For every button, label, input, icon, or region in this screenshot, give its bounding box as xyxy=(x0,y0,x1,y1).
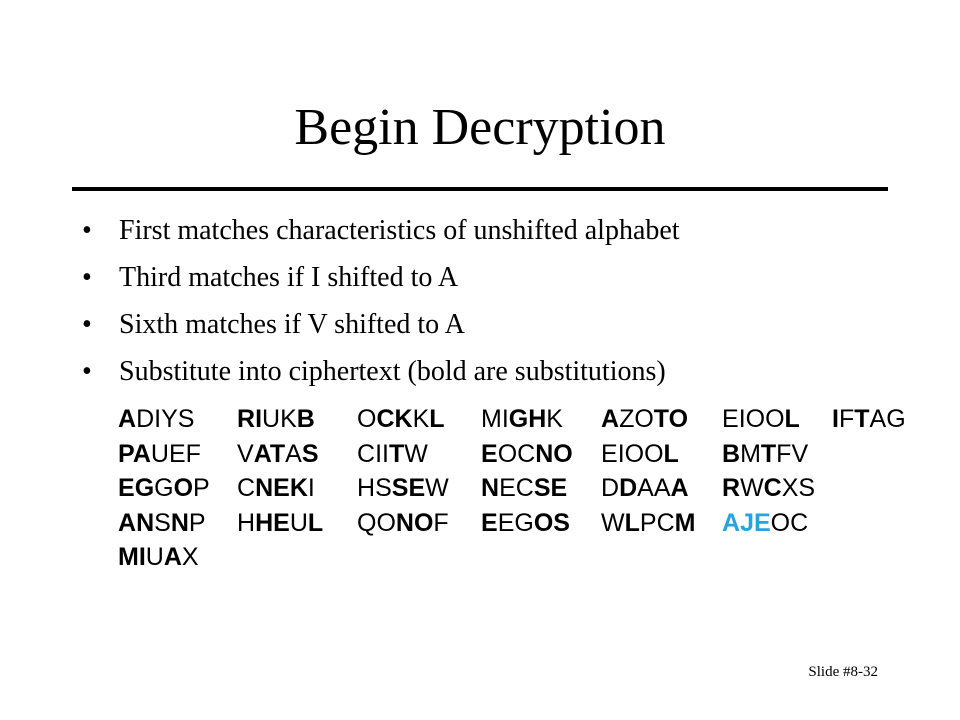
cipher-letter: O xyxy=(357,405,377,433)
substituted-letter: E xyxy=(273,508,290,537)
cipher-letter: S xyxy=(798,474,816,502)
cipher-letter: F xyxy=(433,508,449,537)
cipher-letter: V xyxy=(791,439,809,468)
bullet-text: First matches characteristics of unshifted alphabet xyxy=(119,215,680,246)
bullet-text: Substitute into ciphertext (bold are substitutions) xyxy=(119,356,666,387)
slide-title: Begin Decryption xyxy=(294,99,666,156)
cipher-letter: A xyxy=(285,439,302,468)
ciphertext-group xyxy=(481,471,601,506)
substituted-letter: L xyxy=(663,439,679,468)
substituted-letter: E xyxy=(550,474,568,502)
substituted-letter: E xyxy=(481,439,498,468)
ciphertext-line xyxy=(118,506,908,541)
ciphertext-group xyxy=(118,402,237,437)
cipher-letter: C xyxy=(237,474,256,502)
substituted-letter: G xyxy=(134,474,155,502)
substituted-letter: S xyxy=(533,474,551,502)
substituted-letter: A xyxy=(118,405,137,433)
cipher-letter: C xyxy=(790,508,809,537)
substituted-letter: A xyxy=(722,508,741,537)
substituted-letter: D xyxy=(619,474,638,502)
cipher-letter: W xyxy=(601,508,625,537)
ciphertext-group xyxy=(601,437,722,472)
cipher-letter: I xyxy=(375,439,383,468)
cipher-letter: I xyxy=(501,405,509,433)
substituted-letter: S xyxy=(301,439,319,468)
cipher-letter: W xyxy=(404,439,428,468)
cipher-letter: U xyxy=(145,543,164,571)
cipher-letter: P xyxy=(639,508,657,537)
cipher-letter: D xyxy=(136,405,155,433)
ciphertext-group xyxy=(118,506,237,541)
substituted-letter: K xyxy=(289,474,308,502)
cipher-letter: A xyxy=(869,405,887,433)
cipher-letter: I xyxy=(738,405,746,433)
bullet-marker: • xyxy=(82,262,92,293)
cipher-letter: Z xyxy=(619,405,635,433)
substituted-letter: E xyxy=(753,508,771,537)
cipher-letter: O xyxy=(745,405,766,433)
cipher-letter: E xyxy=(168,439,186,468)
ciphertext-group xyxy=(118,471,237,506)
substituted-letter: C xyxy=(763,474,782,502)
cipher-letter: W xyxy=(740,474,764,502)
substituted-letter: A xyxy=(601,405,620,433)
substituted-letter: H xyxy=(255,508,274,537)
substituted-letter: S xyxy=(391,474,409,502)
ciphertext-group xyxy=(832,402,906,437)
substituted-letter: N xyxy=(481,474,500,502)
substituted-letter: S xyxy=(553,508,570,537)
cipher-letter: Q xyxy=(357,508,377,537)
cipher-letter: M xyxy=(481,405,502,433)
ciphertext-group xyxy=(237,471,357,506)
ciphertext-group xyxy=(481,506,601,541)
bullet-marker: • xyxy=(82,309,92,340)
substituted-letter: H xyxy=(528,405,547,433)
substituted-letter: L xyxy=(624,508,640,537)
substituted-letter: O xyxy=(413,508,434,537)
cipher-letter: A xyxy=(637,474,654,502)
substituted-letter: O xyxy=(668,405,689,433)
cipher-letter: E xyxy=(499,474,516,502)
substituted-letter: L xyxy=(307,508,324,537)
ciphertext-group xyxy=(357,402,481,437)
substituted-letter: N xyxy=(535,439,554,468)
ciphertext-group xyxy=(722,437,832,472)
cipher-letter: X xyxy=(181,543,199,571)
cipher-letter: K xyxy=(546,405,563,433)
cipher-letter: C xyxy=(517,439,536,468)
substituted-letter: E xyxy=(481,508,498,537)
substituted-letter: R xyxy=(237,405,256,433)
cipher-letter: I xyxy=(307,474,315,502)
cipher-letter: P xyxy=(193,474,210,502)
ciphertext-group xyxy=(481,402,601,437)
substituted-letter: O xyxy=(553,439,573,468)
substituted-letter: B xyxy=(296,405,315,433)
cipher-letter: O xyxy=(376,508,396,537)
ciphertext-line xyxy=(118,402,908,437)
ciphertext-group xyxy=(601,506,722,541)
bullet-item xyxy=(82,254,902,301)
ciphertext-group xyxy=(357,471,481,506)
substituted-letter: I xyxy=(138,543,146,571)
substituted-letter: A xyxy=(132,439,151,468)
cipher-letter: E xyxy=(722,405,739,433)
ciphertext-line xyxy=(118,437,908,472)
bullet-marker: • xyxy=(82,356,92,387)
cipher-letter: F xyxy=(776,439,792,468)
substituted-letter: A xyxy=(670,474,689,502)
substituted-letter: T xyxy=(854,405,870,433)
cipher-letter: S xyxy=(154,508,171,537)
cipher-letter: E xyxy=(497,508,515,537)
cipher-letter: I xyxy=(617,439,625,468)
substituted-letter: I xyxy=(255,405,263,433)
substituted-letter: I xyxy=(832,405,839,433)
cipher-letter: E xyxy=(601,439,618,468)
ciphertext-group xyxy=(357,437,481,472)
ciphertext-group xyxy=(722,471,832,506)
cipher-letter: O xyxy=(644,439,664,468)
cipher-letter: O xyxy=(634,405,654,433)
substituted-letter: N xyxy=(255,474,274,502)
cipher-letter: A xyxy=(653,474,671,502)
bullet-text: Sixth matches if V shifted to A xyxy=(119,309,465,340)
cipher-letter: C xyxy=(515,474,534,502)
substituted-letter: G xyxy=(508,405,529,433)
cipher-letter: S xyxy=(177,405,195,433)
cipher-letter: G xyxy=(154,474,174,502)
cipher-letter: U xyxy=(150,439,169,468)
cipher-letter: O xyxy=(497,439,518,468)
cipher-letter: O xyxy=(765,405,785,433)
bullet-item xyxy=(82,348,902,395)
cipher-letter: O xyxy=(770,508,791,537)
ciphertext-group xyxy=(237,506,357,541)
substituted-letter: A xyxy=(118,508,137,537)
substituted-letter: B xyxy=(722,439,741,468)
substituted-letter: L xyxy=(429,405,445,433)
substituted-letter: T xyxy=(653,405,669,433)
substituted-letter: O xyxy=(533,508,554,537)
bullet-item xyxy=(82,207,902,254)
substituted-letter: M xyxy=(674,508,696,537)
cipher-letter: V xyxy=(237,439,254,468)
substituted-letter: J xyxy=(740,508,754,537)
cipher-letter: F xyxy=(838,405,855,433)
cipher-letter: U xyxy=(289,508,308,537)
cipher-letter: X xyxy=(781,474,799,502)
ciphertext-group xyxy=(722,506,832,541)
title-underline xyxy=(72,187,888,191)
cipher-letter: P xyxy=(188,508,206,537)
substituted-letter: N xyxy=(170,508,189,537)
ciphertext-group xyxy=(118,437,237,472)
substituted-letter: R xyxy=(722,474,741,502)
cipher-letter: K xyxy=(412,405,430,433)
bullet-text: Third matches if I shifted to A xyxy=(119,262,459,293)
substituted-letter: M xyxy=(118,543,139,571)
substituted-letter: O xyxy=(173,474,194,502)
cipher-letter: H xyxy=(237,508,256,537)
ciphertext-block xyxy=(118,402,908,575)
cipher-letter: G xyxy=(514,508,534,537)
cipher-letter: H xyxy=(357,474,376,502)
substituted-letter: N xyxy=(136,508,155,537)
ciphertext-group xyxy=(722,402,832,437)
ciphertext-line xyxy=(118,471,908,506)
substituted-letter: C xyxy=(376,405,395,433)
cipher-letter: C xyxy=(357,439,376,468)
cipher-letter: G xyxy=(886,405,906,433)
bullet-marker: • xyxy=(82,215,92,246)
substituted-letter: E xyxy=(273,474,290,502)
substituted-letter: T xyxy=(269,439,286,468)
ciphertext-group xyxy=(601,402,722,437)
cipher-letter: M xyxy=(740,439,761,468)
cipher-letter: I xyxy=(382,439,389,468)
cipher-letter: D xyxy=(601,474,620,502)
ciphertext-group xyxy=(481,437,601,472)
bullet-item xyxy=(82,301,902,348)
substituted-letter: K xyxy=(394,405,413,433)
cipher-letter: C xyxy=(656,508,675,537)
ciphertext-group xyxy=(237,402,357,437)
substituted-letter: N xyxy=(395,508,414,537)
cipher-letter: K xyxy=(280,405,297,433)
cipher-letter: I xyxy=(154,405,162,433)
ciphertext-group xyxy=(601,471,722,506)
ciphertext-group xyxy=(118,540,237,575)
substituted-letter: T xyxy=(760,439,777,468)
substituted-letter: A xyxy=(163,543,182,571)
bullet-list xyxy=(82,207,902,395)
ciphertext-line xyxy=(118,540,908,575)
substituted-letter: A xyxy=(253,439,270,468)
substituted-letter: E xyxy=(118,474,135,502)
ciphertext-group xyxy=(357,506,481,541)
ciphertext-group xyxy=(237,437,357,472)
cipher-letter: Y xyxy=(161,405,178,433)
substituted-letter: P xyxy=(118,439,133,468)
substituted-letter: E xyxy=(408,474,426,502)
cipher-letter: U xyxy=(262,405,281,433)
cipher-letter: W xyxy=(425,474,449,502)
cipher-letter: S xyxy=(375,474,392,502)
substituted-letter: T xyxy=(388,439,405,468)
slide-number: Slide #8-32 xyxy=(808,664,878,680)
substituted-letter: L xyxy=(784,405,800,433)
cipher-letter: O xyxy=(624,439,645,468)
cipher-letter: F xyxy=(185,439,201,468)
